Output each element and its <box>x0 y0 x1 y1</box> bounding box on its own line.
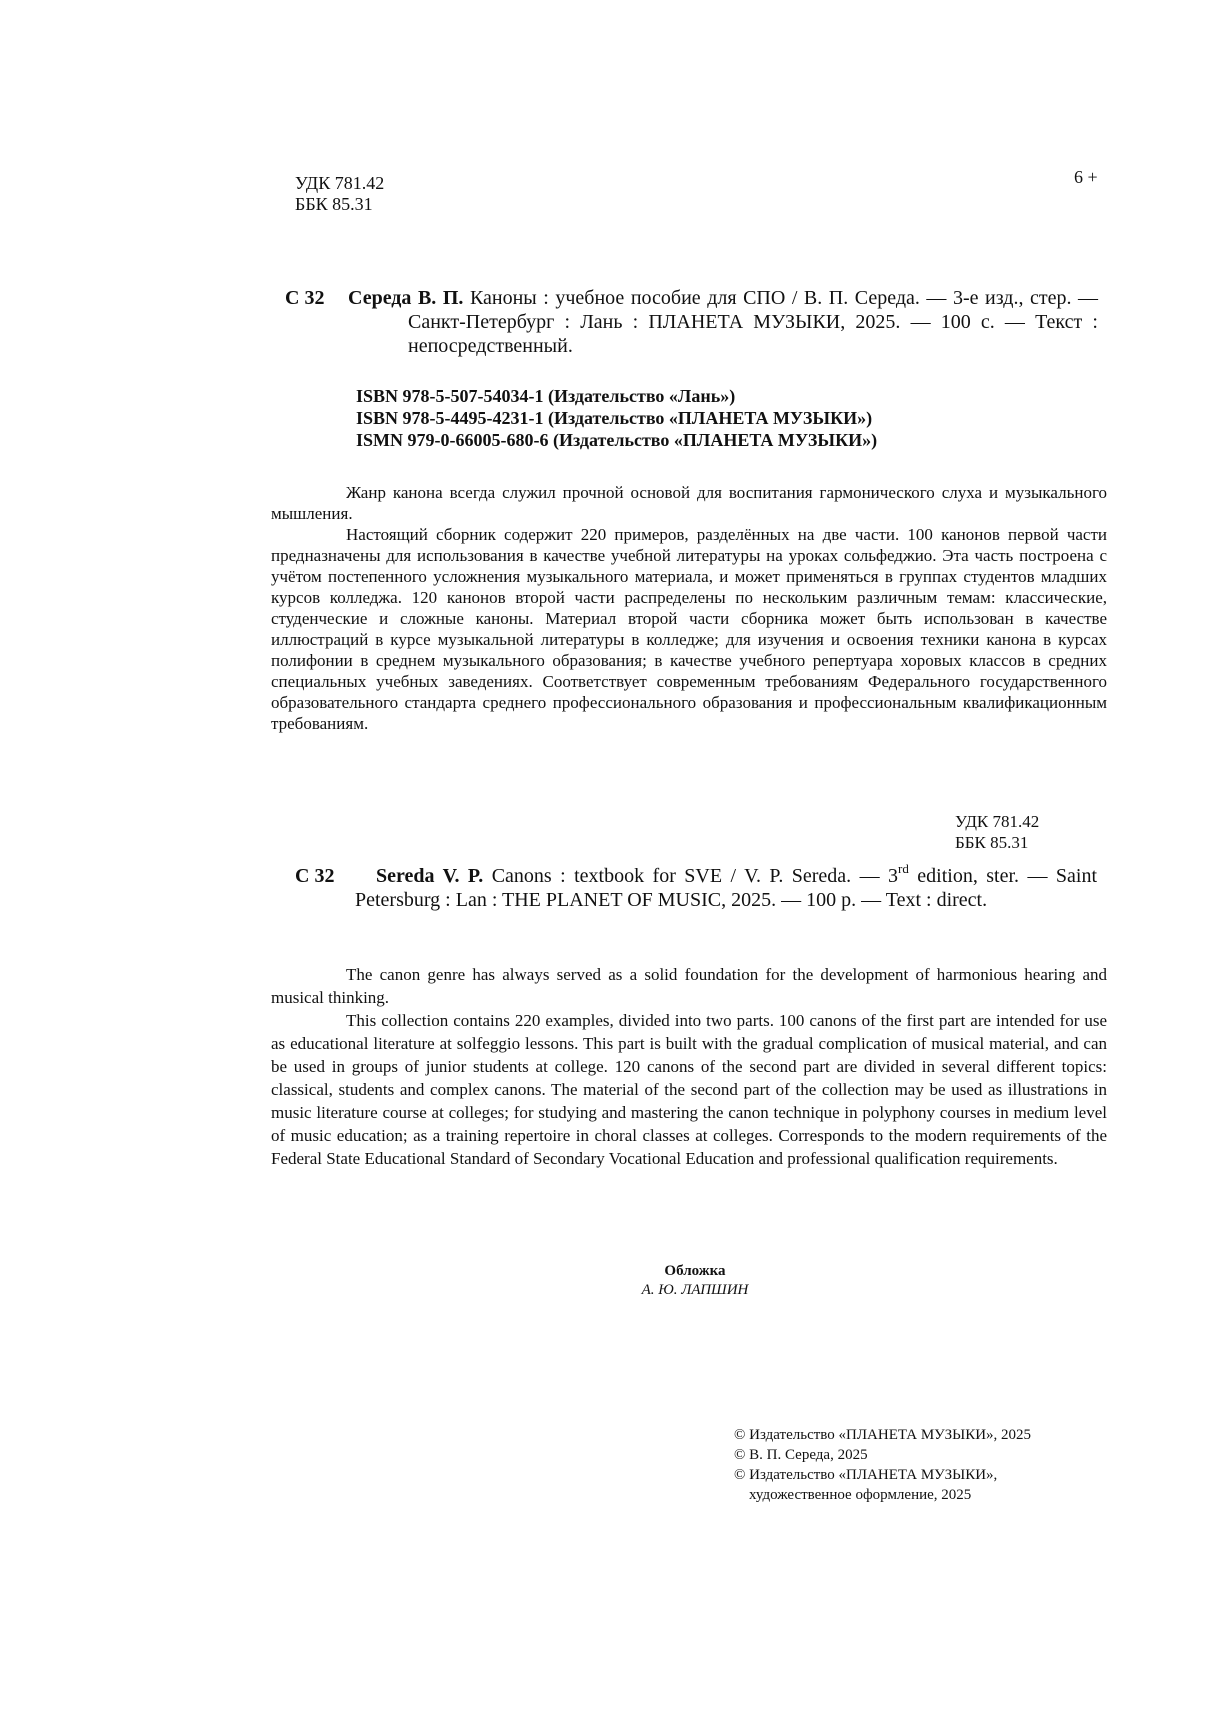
isbn-planet: ISBN 978-5-4495-4231-1 (Издательство «ПЛАНЕТА МУЗЫКИ») <box>356 408 873 428</box>
copyright-line: © Издательство «ПЛАНЕТА МУЗЫКИ», 2025 <box>734 1427 1032 1443</box>
en-entry-description: Canons : textbook for SVE / V. P. Sereda. — 3 <box>491 865 899 887</box>
copyright-block <box>734 1425 1031 1505</box>
ru-entry-author: Середа В. П. <box>348 287 464 309</box>
ru-entry-code: С 32 <box>285 287 325 309</box>
en-bbk-code: ББК 85.31 <box>955 833 1029 852</box>
ru-abstract-paragraph: Настоящий сборник содержит 220 примеров, разделённых на две части. 100 канонов первой части предназначены для использования в качестве учебной литературы на уроках сольфеджио. Эта часть построена с учётом постепенного усложнения музыкального материала, и может применяться в группах студентов младших курсов колледжа. 120 канонов второй части распределены по нескольким различным темам: классические, студенческие и сложные каноны. Материал второй части сборника может быть использован в качестве иллюстраций в курсе музыкальной литературы в колледже; для изучения и освоения техники канона в курсах полифонии в среднем музыкального образования; в качестве учебного репертуара хоровых классов в средних специальных учебных заведениях. Соответствует современным требованиям Федерального государственного образовательного стандарта среднего профессионального образования и профессиональным квалификационным требованиям. <box>271 525 1107 733</box>
en-entry-description-rest: edition, ster. — Saint Petersburg : Lan : THE PLANET OF MUSIC, 2025. — 100 p. — Text : direct. <box>355 865 1098 911</box>
cover-label: Обложка <box>664 1263 726 1279</box>
en-abstract-paragraph: The canon genre has always served as a solid foundation for the development of harmonious hearing and musical thinking. <box>271 965 1107 1007</box>
en-entry-code: С 32 <box>295 865 335 887</box>
age-rating: 6 + <box>1074 167 1098 187</box>
ru-entry-text <box>348 286 1098 358</box>
copyright-line: © В. П. Середа, 2025 <box>734 1447 868 1463</box>
copyright-line: художественное оформление, 2025 <box>749 1487 972 1503</box>
en-udk-code: УДК 781.42 <box>955 812 1040 831</box>
en-abstract-paragraph: This collection contains 220 examples, divided into two parts. 100 canons of the first part are intended for use as educational literature at solfeggio lessons. This part is built with the gradual complication of musical material, and can be used in groups of junior students at college. 120 canons of the second part are divided in several different topics: classical, students and complex canons. The material of the second part of the collection may be used as illustrations in music literature course at colleges; for studying and mastering the canon technique in polyphony courses in medium level of music education; as a training repertoire in choral classes at colleges. Corresponds to the modern requirements of the Federal State Educational Standard of Secondary Vocational Education and professional qualification requirements. <box>271 1011 1107 1168</box>
cover-artist: А. Ю. ЛАПШИН <box>641 1282 749 1298</box>
copyright-line: © Издательство «ПЛАНЕТА МУЗЫКИ», <box>734 1467 998 1483</box>
isbn-lan: ISBN 978-5-507-54034-1 (Издательство «Лань») <box>356 386 736 406</box>
en-entry-text <box>355 861 1098 912</box>
en-abstract <box>271 963 1107 1170</box>
isbn-block <box>356 385 877 451</box>
en-bibliographic-entry <box>295 861 1105 912</box>
ru-bibliographic-entry <box>285 286 1099 358</box>
en-entry-author: Sereda V. P. <box>376 865 484 887</box>
udk-code: УДК 781.42 <box>295 173 385 193</box>
ru-abstract-paragraph: Жанр канона всегда служил прочной основой для воспитания гармонического слуха и музыкального мышления. <box>271 483 1107 523</box>
ismn-planet: ISMN 979-0-66005-680-6 (Издательство «ПЛАНЕТА МУЗЫКИ») <box>356 430 878 450</box>
bbk-code: ББК 85.31 <box>295 194 373 214</box>
en-entry-superscript: rd <box>898 861 909 876</box>
ru-abstract <box>271 482 1107 734</box>
ru-entry-description: Каноны : учебное пособие для СПО / В. П. Середа. — 3-е изд., стер. — Санкт-Петербург : Лань : ПЛАНЕТА МУЗЫКИ, 2025. — 100 с. — Текст : непосредственный. <box>408 287 1099 357</box>
